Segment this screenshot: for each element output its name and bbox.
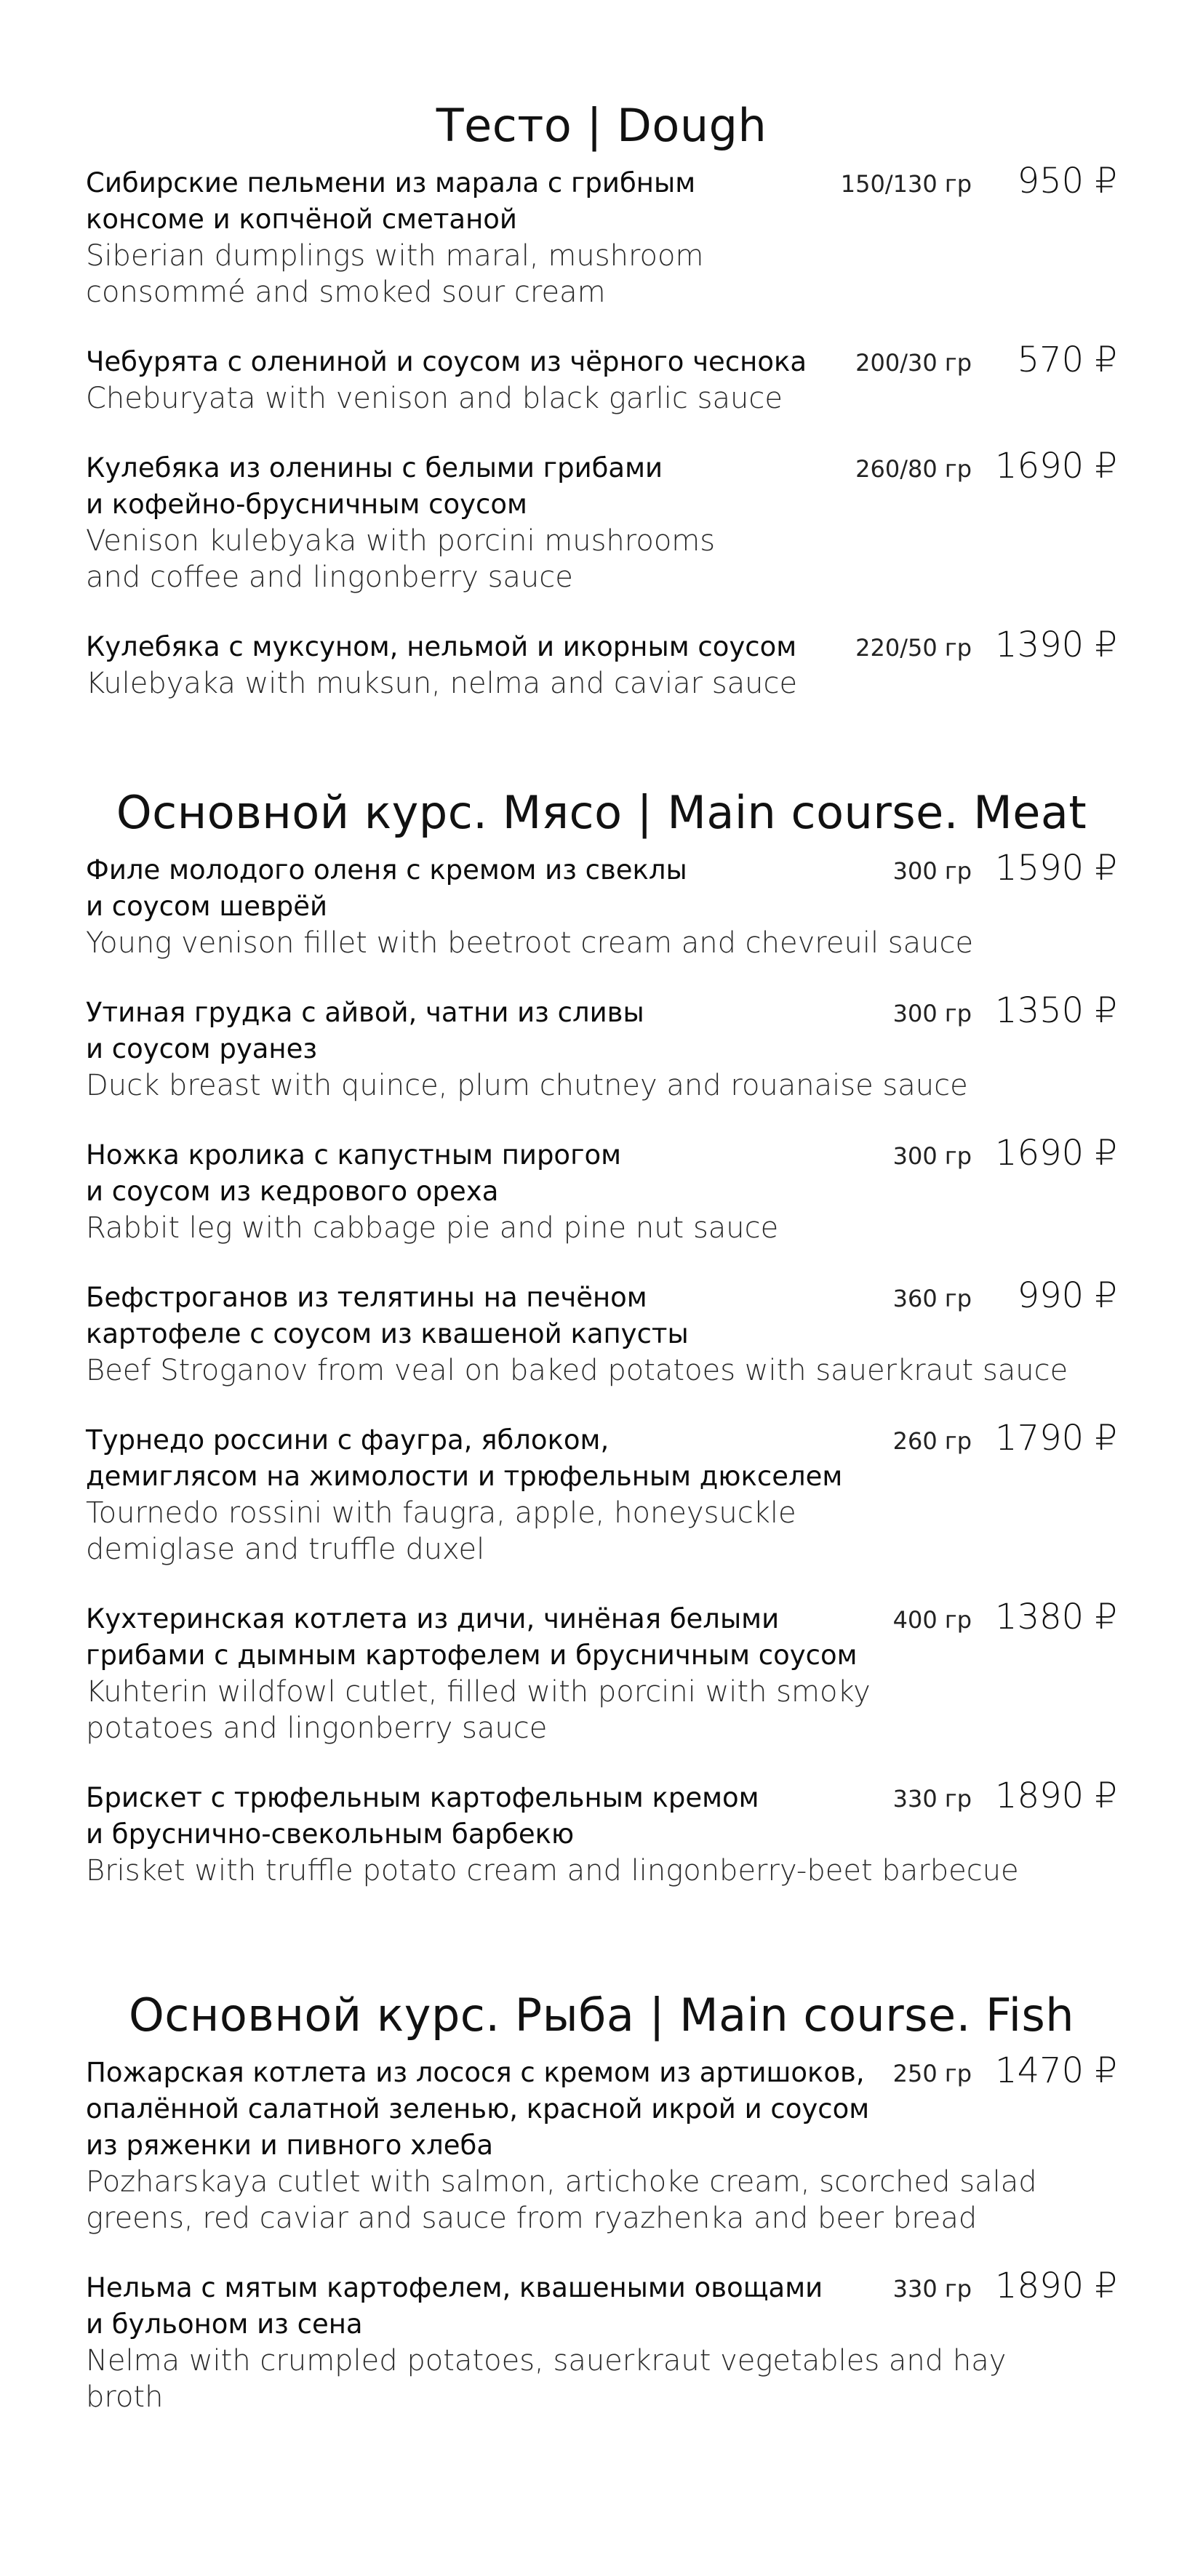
item-name-ru: Бефстроганов из телятины на печёном картофеле с соусом из квашеной капусты — [86, 1282, 689, 1349]
section-title: Тесто | Dough — [436, 99, 767, 152]
item-weight: 260 гр — [892, 1427, 972, 1455]
item-name-ru: Сибирские пельмени из марала с грибным консоме и копчёной сметаной — [86, 167, 696, 235]
item-name-en: Brisket with truffle potato cream and lingonberry-beet barbecue — [86, 1854, 1019, 1887]
item-name-ru: Кулебяка из оленины с белыми грибами и кофейно-брусничным соусом — [86, 452, 663, 520]
item-price: 1890 ₽ — [995, 2266, 1117, 2306]
item-name-ru: Филе молодого оленя с кремом из свеклы и соусом шеврёй — [86, 854, 687, 922]
section-dough — [86, 97, 1117, 735]
item-weight: 330 гр — [892, 2275, 972, 2303]
item-price: 1350 ₽ — [995, 990, 1117, 1031]
menu-item — [86, 1133, 1117, 1246]
item-name-en: Kuhterin wildfowl cutlet, filled with porcini with smoky potatoes and lingonberry sauce — [86, 1675, 871, 1745]
menu-item — [86, 161, 1117, 310]
item-price: 1470 ₽ — [995, 2050, 1117, 2091]
item-weight: 330 гр — [892, 1785, 972, 1813]
section-fish — [86, 1986, 1117, 2449]
item-price: 1690 ₽ — [995, 446, 1117, 486]
section-meat — [86, 784, 1117, 1922]
item-price: 1890 ₽ — [995, 1775, 1117, 1816]
menu-item — [86, 990, 1117, 1104]
item-weight: 150/130 гр — [840, 170, 972, 198]
item-weight: 300 гр — [892, 1000, 972, 1027]
item-price: 1790 ₽ — [995, 1418, 1117, 1458]
menu-item — [86, 625, 1117, 702]
item-weight: 400 гр — [892, 1606, 972, 1634]
item-name-ru: Турнедо россини с фаугра, яблоком, демиглясом на жимолости и трюфельным дюкселем — [86, 1424, 843, 1492]
item-weight: 360 гр — [892, 1285, 972, 1312]
item-weight: 300 гр — [892, 857, 972, 885]
item-price: 1690 ₽ — [995, 1133, 1117, 1173]
menu-item — [86, 340, 1117, 417]
item-name-en: Beef Stroganov from veal on baked potatoes with sauerkraut sauce — [86, 1354, 1068, 1387]
item-name-en: Venison kulebyaka with porcini mushrooms and coffee and lingonberry sauce — [86, 524, 716, 594]
item-price: 1590 ₽ — [995, 848, 1117, 888]
item-weight: 300 гр — [892, 1142, 972, 1170]
item-weight: 250 гр — [892, 2060, 972, 2087]
item-name-ru: Брискет с трюфельным картофельным кремом и бруснично-свекольным барбекю — [86, 1782, 759, 1850]
section-title: Основной курс. Рыба | Main course. Fish — [128, 1989, 1075, 2042]
item-name-ru: Кулебяка с муксуном, нельмой и икорным соусом — [86, 631, 797, 662]
section-title: Основной курс. Мясо | Main course. Meat — [116, 786, 1087, 839]
item-weight: 260/80 гр — [855, 455, 972, 483]
item-name-en: Pozharskaya cutlet with salmon, artichoke cream, scorched salad greens, red caviar and sauce from ryazhenka and beer bread — [86, 2165, 1037, 2235]
menu-item — [86, 446, 1117, 595]
item-price: 990 ₽ — [1017, 1275, 1117, 1316]
menu-item — [86, 2050, 1117, 2236]
item-name-en: Siberian dumplings with maral, mushroom consommé and smoked sour cream — [86, 239, 704, 309]
item-name-ru: Чебурята с олениной и соусом из чёрного чеснока — [86, 346, 807, 377]
menu-item — [86, 1418, 1117, 1568]
item-name-en: Tournedo rossini with faugra, apple, honeysuckle demiglase and truffle duxel — [86, 1496, 796, 1566]
item-name-ru: Пожарская котлета из лосося с кремом из артишоков, опалённой салатной зеленью, красной икрой и соусом из ряженки и пивного хлеба — [86, 2057, 870, 2161]
item-price: 570 ₽ — [1017, 340, 1117, 380]
item-weight: 220/50 гр — [855, 634, 972, 662]
item-name-ru: Утиная грудка с айвой, чатни из сливы и соусом руанез — [86, 997, 644, 1064]
item-name-ru: Нельма с мятым картофелем, квашеными овощами и бульоном из сена — [86, 2272, 823, 2340]
item-weight: 200/30 гр — [855, 349, 972, 377]
item-name-ru: Кухтеринская котлета из дичи, чинёная белыми грибами с дымным картофелем и брусничным соусом — [86, 1603, 858, 1671]
item-price: 1390 ₽ — [995, 625, 1117, 665]
item-name-en: Young venison fillet with beetroot cream and chevreuil sauce — [86, 926, 974, 960]
item-name-ru: Ножка кролика с капустным пирогом и соусом из кедрового ореха — [86, 1139, 622, 1207]
menu-item — [86, 1597, 1117, 1746]
item-name-en: Duck breast with quince, plum chutney and rouanaise sauce — [86, 1069, 968, 1102]
item-price: 1380 ₽ — [995, 1597, 1117, 1637]
menu-item — [86, 848, 1117, 961]
item-name-en: Nelma with crumpled potatoes, sauerkraut vegetables and hay broth — [86, 2344, 1007, 2414]
item-price: 950 ₽ — [1017, 161, 1117, 201]
item-name-en: Kulebyaka with muksun, nelma and caviar sauce — [86, 667, 798, 700]
menu-item — [86, 1775, 1117, 1889]
item-name-en: Rabbit leg with cabbage pie and pine nut sauce — [86, 1211, 779, 1245]
item-name-en: Cheburyata with venison and black garlic sauce — [86, 382, 783, 415]
menu-item — [86, 2266, 1117, 2415]
menu-item — [86, 1275, 1117, 1389]
